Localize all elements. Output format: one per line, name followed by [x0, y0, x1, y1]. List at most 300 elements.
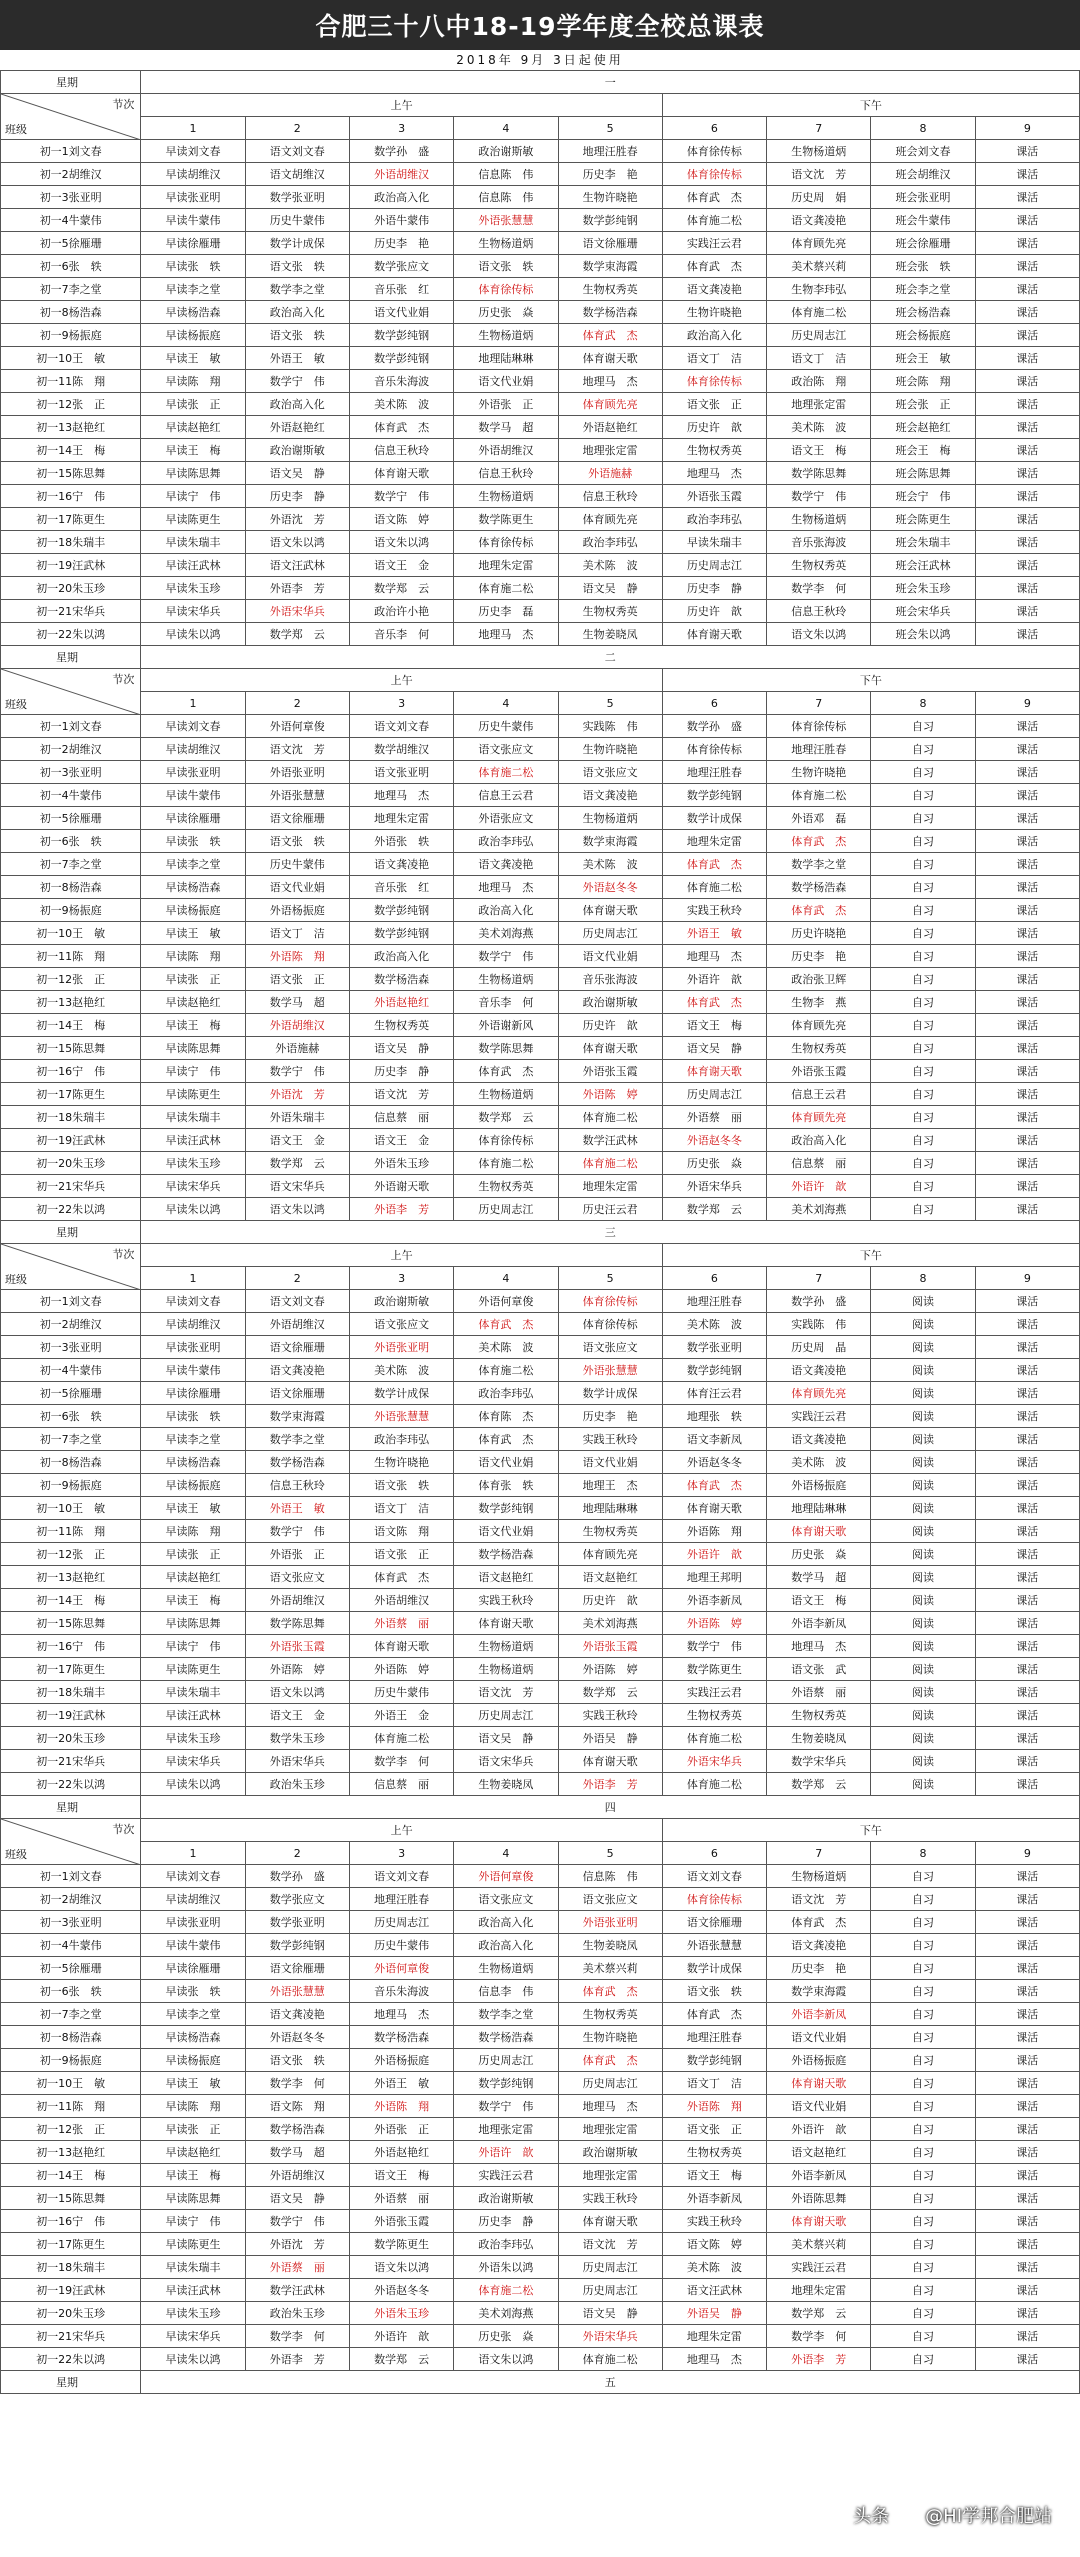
schedule-cell: 早读朱玉珍: [141, 1727, 245, 1750]
period-number: 8: [871, 1842, 975, 1865]
schedule-cell: 数学束海霞: [245, 1405, 349, 1428]
class-row: [1, 2026, 1080, 2049]
class-name: 初一10王 敏: [1, 922, 141, 945]
class-row: [1, 2256, 1080, 2279]
schedule-cell: 语文王 金: [349, 554, 453, 577]
schedule-cell: 外语张慧慧: [454, 209, 558, 232]
schedule-cell: 历史李 静: [662, 577, 766, 600]
schedule-cell: 外语李 芳: [558, 1773, 662, 1796]
class-header-label: 班级: [5, 698, 27, 711]
schedule-cell: 外语陈 翔: [349, 2095, 453, 2118]
schedule-cell: 体育谢天歌: [349, 462, 453, 485]
schedule-cell: 地理张定雷: [454, 2118, 558, 2141]
schedule-cell: 语文王 梅: [767, 1589, 871, 1612]
schedule-cell: 体育谢天歌: [558, 1750, 662, 1773]
schedule-cell: 体育谢天歌: [662, 1060, 766, 1083]
schedule-cell: 课活: [975, 600, 1079, 623]
period-number: 7: [767, 1267, 871, 1290]
schedule-cell: 数学杨浩森: [349, 968, 453, 991]
schedule-cell: 班会王 梅: [871, 439, 975, 462]
schedule-cell: 实践陈 伟: [558, 715, 662, 738]
day-name: 三: [141, 1221, 1080, 1244]
schedule-cell: 数学郑 云: [245, 623, 349, 646]
schedule-cell: 早读徐雁珊: [141, 1382, 245, 1405]
schedule-cell: 外语张 正: [245, 1543, 349, 1566]
schedule-cell: 历史牛蒙伟: [349, 1934, 453, 1957]
class-row: [1, 1083, 1080, 1106]
schedule-cell: 生物姜晓凤: [558, 1934, 662, 1957]
class-row: [1, 899, 1080, 922]
schedule-cell: 数学孙 盛: [349, 140, 453, 163]
header-corner: [1, 669, 141, 715]
class-name: 初一1刘文春: [1, 140, 141, 163]
timetable-grid: [0, 70, 1080, 2394]
class-name: 初一7李之堂: [1, 1428, 141, 1451]
period-header-label: 节次: [112, 1248, 135, 1261]
schedule-cell: 早读杨振庭: [141, 899, 245, 922]
schedule-cell: 外语陈 翔: [662, 2095, 766, 2118]
class-row: [1, 1934, 1080, 1957]
class-name: 初一12张 正: [1, 393, 141, 416]
period-number: 7: [767, 692, 871, 715]
schedule-cell: 早读陈思舞: [141, 1612, 245, 1635]
period-number: 5: [558, 1842, 662, 1865]
schedule-cell: 自习: [871, 1014, 975, 1037]
schedule-cell: 语文丁 洁: [349, 1497, 453, 1520]
period-number: 1: [141, 692, 245, 715]
class-name: 初一15陈思舞: [1, 2187, 141, 2210]
class-name: 初一5徐雁珊: [1, 232, 141, 255]
schedule-cell: 数学郑 云: [454, 1106, 558, 1129]
schedule-cell: 外语杨振庭: [245, 899, 349, 922]
schedule-cell: 体育顾先亮: [767, 1382, 871, 1405]
schedule-cell: 外语陈 婷: [662, 1612, 766, 1635]
schedule-cell: 体育谢天歌: [558, 1037, 662, 1060]
schedule-cell: 课活: [975, 1957, 1079, 1980]
schedule-cell: 历史许 歆: [662, 416, 766, 439]
schedule-cell: 自习: [871, 1037, 975, 1060]
class-name: 初一3张亚明: [1, 186, 141, 209]
schedule-cell: 生物许晓艳: [558, 2026, 662, 2049]
day-label-row: [1, 2371, 1080, 2394]
schedule-cell: 阅读: [871, 1681, 975, 1704]
schedule-cell: 早读朱瑞丰: [141, 2256, 245, 2279]
schedule-cell: 体育施二松: [454, 1152, 558, 1175]
schedule-cell: 课活: [975, 1934, 1079, 1957]
schedule-cell: 数学计成保: [349, 1382, 453, 1405]
watermark-handle: @HI学邦合肥站: [925, 2506, 1052, 2527]
schedule-cell: 外语朱玉珍: [349, 2302, 453, 2325]
schedule-cell: 课活: [975, 1681, 1079, 1704]
schedule-cell: 自习: [871, 2256, 975, 2279]
schedule-cell: 语文代业娟: [558, 945, 662, 968]
class-name: 初一20朱玉珍: [1, 577, 141, 600]
schedule-cell: 数学束海霞: [558, 830, 662, 853]
class-row: [1, 1566, 1080, 1589]
schedule-cell: 早读张亚明: [141, 186, 245, 209]
schedule-cell: 生物李玮弘: [767, 278, 871, 301]
period-number: 4: [454, 1842, 558, 1865]
schedule-cell: 课活: [975, 1497, 1079, 1520]
schedule-cell: 语文张应文: [454, 738, 558, 761]
schedule-cell: 历史周 娟: [767, 186, 871, 209]
schedule-cell: 语文沈 芳: [349, 1083, 453, 1106]
schedule-cell: 数学陈更生: [662, 1658, 766, 1681]
schedule-cell: 体育施二松: [662, 1727, 766, 1750]
schedule-cell: 音乐张海波: [767, 531, 871, 554]
schedule-cell: 政治高入化: [662, 324, 766, 347]
schedule-cell: 课活: [975, 738, 1079, 761]
schedule-cell: 课活: [975, 1014, 1079, 1037]
schedule-cell: 历史牛蒙伟: [245, 209, 349, 232]
period-number: 6: [662, 692, 766, 715]
schedule-cell: 历史汪云君: [558, 1198, 662, 1221]
schedule-cell: 政治谢斯敏: [454, 140, 558, 163]
schedule-cell: 地理陆琳琳: [558, 1497, 662, 1520]
schedule-cell: 语文朱以鸿: [245, 1198, 349, 1221]
schedule-cell: 外语李新凤: [767, 2164, 871, 2187]
schedule-cell: 历史许 歆: [558, 1014, 662, 1037]
schedule-cell: 早读王 敏: [141, 1497, 245, 1520]
period-number: 4: [454, 117, 558, 140]
schedule-cell: 早读赵艳红: [141, 991, 245, 1014]
schedule-cell: 体育顾先亮: [558, 1543, 662, 1566]
schedule-cell: 政治李玮弘: [349, 1428, 453, 1451]
class-name: 初一9杨振庭: [1, 1474, 141, 1497]
schedule-cell: 外语胡维汉: [454, 439, 558, 462]
schedule-cell: 早读杨振庭: [141, 324, 245, 347]
schedule-cell: 数学宁 伟: [454, 945, 558, 968]
schedule-cell: 早读刘文春: [141, 140, 245, 163]
schedule-cell: 自习: [871, 1865, 975, 1888]
class-row: [1, 2118, 1080, 2141]
schedule-cell: 早读朱玉珍: [141, 577, 245, 600]
period-number: 5: [558, 1267, 662, 1290]
schedule-cell: 体育施二松: [662, 876, 766, 899]
schedule-cell: 自习: [871, 2210, 975, 2233]
schedule-cell: 班会宋华兵: [871, 600, 975, 623]
weekday-header: 星期: [1, 2371, 141, 2394]
schedule-cell: 体育谢天歌: [662, 1497, 766, 1520]
period-number: 1: [141, 117, 245, 140]
schedule-cell: 语文张应文: [245, 1566, 349, 1589]
schedule-cell: 语文吴 静: [558, 577, 662, 600]
schedule-cell: 外语王 敏: [245, 1497, 349, 1520]
schedule-cell: 语文代业娟: [558, 1451, 662, 1474]
schedule-cell: 阅读: [871, 1566, 975, 1589]
schedule-cell: 生物杨道炳: [454, 968, 558, 991]
schedule-cell: 自习: [871, 1980, 975, 2003]
schedule-cell: 早读李之堂: [141, 2003, 245, 2026]
schedule-cell: 体育武 杰: [662, 255, 766, 278]
schedule-cell: 历史周志江: [349, 1911, 453, 1934]
period-number: 8: [871, 117, 975, 140]
schedule-cell: 数学陈思舞: [245, 1612, 349, 1635]
class-name: 初一4牛蒙伟: [1, 209, 141, 232]
schedule-cell: 外语赵艳红: [245, 416, 349, 439]
schedule-cell: 历史周志江: [662, 554, 766, 577]
schedule-cell: 外语李 芳: [349, 1198, 453, 1221]
schedule-cell: 外语蔡 丽: [662, 1106, 766, 1129]
class-row: [1, 1888, 1080, 1911]
schedule-cell: 历史许 歆: [662, 600, 766, 623]
schedule-cell: 美术陈 波: [454, 1336, 558, 1359]
period-number: 6: [662, 1267, 766, 1290]
schedule-cell: 外语张慧慧: [662, 1934, 766, 1957]
schedule-cell: 政治李玮弘: [454, 830, 558, 853]
schedule-cell: 历史李 静: [454, 2210, 558, 2233]
schedule-cell: 阅读: [871, 1336, 975, 1359]
schedule-cell: 早读陈 翔: [141, 945, 245, 968]
schedule-cell: 外语赵艳红: [349, 2141, 453, 2164]
period-number: 9: [975, 117, 1079, 140]
schedule-cell: 自习: [871, 2049, 975, 2072]
schedule-cell: 地理汪胜春: [767, 738, 871, 761]
schedule-cell: 数学马 超: [454, 416, 558, 439]
schedule-cell: 课活: [975, 1727, 1079, 1750]
schedule-cell: 外语张玉霞: [662, 485, 766, 508]
schedule-cell: 课活: [975, 2049, 1079, 2072]
schedule-cell: 语文赵艳红: [454, 1566, 558, 1589]
class-name: 初一22朱以鸿: [1, 623, 141, 646]
schedule-cell: 课活: [975, 1543, 1079, 1566]
weekday-header: 星期: [1, 71, 141, 94]
schedule-cell: 早读朱以鸿: [141, 623, 245, 646]
header-corner: [1, 1819, 141, 1865]
class-row: [1, 1681, 1080, 1704]
period-number: 1: [141, 1842, 245, 1865]
schedule-cell: 数学郑 云: [662, 1198, 766, 1221]
schedule-cell: 早读李之堂: [141, 278, 245, 301]
schedule-cell: 音乐张 红: [349, 876, 453, 899]
class-row: [1, 2325, 1080, 2348]
schedule-cell: 课活: [975, 2187, 1079, 2210]
schedule-cell: 生物权秀英: [662, 1704, 766, 1727]
schedule-cell: 体育顾先亮: [558, 508, 662, 531]
schedule-cell: 课活: [975, 2026, 1079, 2049]
schedule-cell: 早读张 正: [141, 968, 245, 991]
day-name: 四: [141, 1796, 1080, 1819]
class-row: [1, 1129, 1080, 1152]
schedule-cell: 早读汪武林: [141, 1704, 245, 1727]
schedule-cell: 信息陈 伟: [454, 163, 558, 186]
schedule-cell: 课活: [975, 370, 1079, 393]
schedule-cell: 语文吴 静: [662, 1037, 766, 1060]
schedule-cell: 自习: [871, 2233, 975, 2256]
class-name: 初一21宋华兵: [1, 1175, 141, 1198]
schedule-cell: 生物权秀英: [558, 600, 662, 623]
schedule-cell: 外语何章俊: [245, 715, 349, 738]
class-row: [1, 1106, 1080, 1129]
schedule-cell: 课活: [975, 462, 1079, 485]
schedule-cell: 外语宋华兵: [245, 600, 349, 623]
class-row: [1, 370, 1080, 393]
schedule-cell: 政治高入化: [349, 186, 453, 209]
schedule-cell: 课活: [975, 1865, 1079, 1888]
schedule-cell: 数学彭纯钢: [454, 2072, 558, 2095]
class-row: [1, 1911, 1080, 1934]
schedule-cell: 自习: [871, 2141, 975, 2164]
schedule-cell: 外语沈 芳: [245, 2233, 349, 2256]
schedule-cell: 语文代业娟: [767, 2026, 871, 2049]
schedule-cell: 课活: [975, 1060, 1079, 1083]
schedule-cell: 体育徐传标: [662, 738, 766, 761]
schedule-cell: 外语赵艳红: [558, 416, 662, 439]
schedule-cell: 政治陈 翔: [767, 370, 871, 393]
schedule-cell: 外语张应文: [454, 807, 558, 830]
schedule-cell: 早读赵艳红: [141, 1566, 245, 1589]
class-name: 初一11陈 翔: [1, 2095, 141, 2118]
schedule-cell: 历史周志江: [558, 2256, 662, 2279]
schedule-cell: 语文刘文春: [662, 1865, 766, 1888]
schedule-cell: 外语胡维汉: [245, 2164, 349, 2187]
schedule-cell: 生物李 燕: [767, 991, 871, 1014]
schedule-cell: 语文王 金: [245, 1704, 349, 1727]
schedule-cell: 体育施二松: [558, 1152, 662, 1175]
schedule-cell: 外语胡维汉: [245, 1014, 349, 1037]
schedule-cell: 早读张 轶: [141, 255, 245, 278]
schedule-cell: 体育施二松: [662, 209, 766, 232]
schedule-cell: 美术蔡兴莉: [767, 255, 871, 278]
schedule-cell: 自习: [871, 876, 975, 899]
schedule-cell: 数学孙 盛: [767, 1290, 871, 1313]
schedule-cell: 课活: [975, 2141, 1079, 2164]
schedule-cell: 班会陈思舞: [871, 462, 975, 485]
schedule-cell: 数学计成保: [245, 232, 349, 255]
schedule-cell: 课活: [975, 393, 1079, 416]
schedule-cell: 班会张 轶: [871, 255, 975, 278]
schedule-cell: 地理陆琳琳: [767, 1497, 871, 1520]
class-name: 初一2胡维汉: [1, 163, 141, 186]
schedule-cell: 体育徐传标: [767, 715, 871, 738]
class-row: [1, 485, 1080, 508]
schedule-cell: 班会朱玉珍: [871, 577, 975, 600]
schedule-cell: 早读牛蒙伟: [141, 1934, 245, 1957]
schedule-cell: 语文汪武林: [245, 554, 349, 577]
class-name: 初一8杨浩森: [1, 2026, 141, 2049]
schedule-cell: 外语何章俊: [349, 1957, 453, 1980]
schedule-cell: 语文徐雁珊: [245, 807, 349, 830]
schedule-cell: 课活: [975, 2003, 1079, 2026]
schedule-cell: 历史牛蒙伟: [245, 853, 349, 876]
session-header-row: [1, 669, 1080, 692]
schedule-cell: 体育谢天歌: [767, 2210, 871, 2233]
period-number: 2: [245, 692, 349, 715]
schedule-cell: 外语张慧慧: [245, 784, 349, 807]
schedule-cell: 生物许晓艳: [558, 738, 662, 761]
schedule-cell: 音乐李 何: [454, 991, 558, 1014]
schedule-cell: 体育谢天歌: [454, 1612, 558, 1635]
class-name: 初一18朱瑞丰: [1, 2256, 141, 2279]
schedule-cell: 外语赵冬冬: [245, 2026, 349, 2049]
schedule-cell: 数学孙 盛: [662, 715, 766, 738]
schedule-cell: 政治高入化: [767, 1129, 871, 1152]
schedule-cell: 早读杨振庭: [141, 1474, 245, 1497]
class-row: [1, 1612, 1080, 1635]
class-row: [1, 784, 1080, 807]
schedule-cell: 课活: [975, 2302, 1079, 2325]
schedule-cell: 语文吴 静: [349, 1037, 453, 1060]
class-row: [1, 324, 1080, 347]
schedule-cell: 地理朱定雷: [662, 830, 766, 853]
schedule-cell: 生物杨道炳: [558, 807, 662, 830]
schedule-cell: 外语赵冬冬: [558, 876, 662, 899]
schedule-cell: 班会陈更生: [871, 508, 975, 531]
schedule-cell: 语文张 正: [662, 2118, 766, 2141]
schedule-cell: 阅读: [871, 1313, 975, 1336]
period-header-label: 节次: [112, 673, 135, 686]
schedule-cell: 信息蔡 丽: [349, 1773, 453, 1796]
schedule-cell: 课活: [975, 2325, 1079, 2348]
schedule-cell: 自习: [871, 830, 975, 853]
schedule-cell: 数学宁 伟: [767, 485, 871, 508]
schedule-cell: 美术刘海燕: [558, 1612, 662, 1635]
schedule-cell: 自习: [871, 1129, 975, 1152]
schedule-cell: 体育施二松: [558, 1106, 662, 1129]
schedule-cell: 阅读: [871, 1750, 975, 1773]
schedule-cell: 地理王邦明: [662, 1566, 766, 1589]
schedule-cell: 数学宋华兵: [767, 1750, 871, 1773]
class-row: [1, 1520, 1080, 1543]
schedule-cell: 语文张应文: [558, 761, 662, 784]
class-row: [1, 1635, 1080, 1658]
schedule-cell: 阅读: [871, 1612, 975, 1635]
schedule-cell: 数学宁 伟: [245, 1060, 349, 1083]
period-number-row: [1, 1842, 1080, 1865]
schedule-cell: 数学杨浩森: [349, 2026, 453, 2049]
schedule-cell: 历史周志江: [558, 922, 662, 945]
class-row: [1, 416, 1080, 439]
schedule-cell: 体育谢天歌: [349, 1635, 453, 1658]
class-row: [1, 2095, 1080, 2118]
schedule-cell: 课活: [975, 209, 1079, 232]
schedule-cell: 早读陈更生: [141, 1658, 245, 1681]
schedule-cell: 课活: [975, 485, 1079, 508]
schedule-cell: 外语许 歆: [662, 968, 766, 991]
schedule-cell: 外语何章俊: [454, 1290, 558, 1313]
schedule-cell: 早读朱玉珍: [141, 1152, 245, 1175]
class-name: 初一16宁 伟: [1, 1635, 141, 1658]
weekday-header: 星期: [1, 646, 141, 669]
class-row: [1, 968, 1080, 991]
schedule-cell: 外语陈 翔: [662, 1520, 766, 1543]
schedule-cell: 语文刘文春: [245, 1290, 349, 1313]
schedule-cell: 历史李 艳: [349, 232, 453, 255]
schedule-cell: 数学彭纯钢: [662, 784, 766, 807]
schedule-cell: 外语许 歆: [767, 1175, 871, 1198]
schedule-cell: 课活: [975, 508, 1079, 531]
class-name: 初一16宁 伟: [1, 485, 141, 508]
schedule-cell: 阅读: [871, 1520, 975, 1543]
schedule-cell: 政治谢斯敏: [245, 439, 349, 462]
schedule-cell: 课活: [975, 1474, 1079, 1497]
period-number: 7: [767, 117, 871, 140]
schedule-cell: 语文龚凌艳: [245, 1359, 349, 1382]
schedule-cell: 外语陈 翔: [245, 945, 349, 968]
class-row: [1, 1980, 1080, 2003]
schedule-cell: 外语王 敏: [245, 347, 349, 370]
class-name: 初一17陈更生: [1, 508, 141, 531]
schedule-cell: 自习: [871, 1957, 975, 1980]
schedule-cell: 早读杨浩森: [141, 2026, 245, 2049]
schedule-cell: 自习: [871, 1106, 975, 1129]
schedule-cell: 数学计成保: [662, 1957, 766, 1980]
schedule-cell: 音乐李 何: [349, 623, 453, 646]
schedule-cell: 早读宋华兵: [141, 1175, 245, 1198]
schedule-cell: 班会赵艳红: [871, 416, 975, 439]
class-name: 初一13赵艳红: [1, 1566, 141, 1589]
schedule-cell: 历史周志江: [767, 324, 871, 347]
